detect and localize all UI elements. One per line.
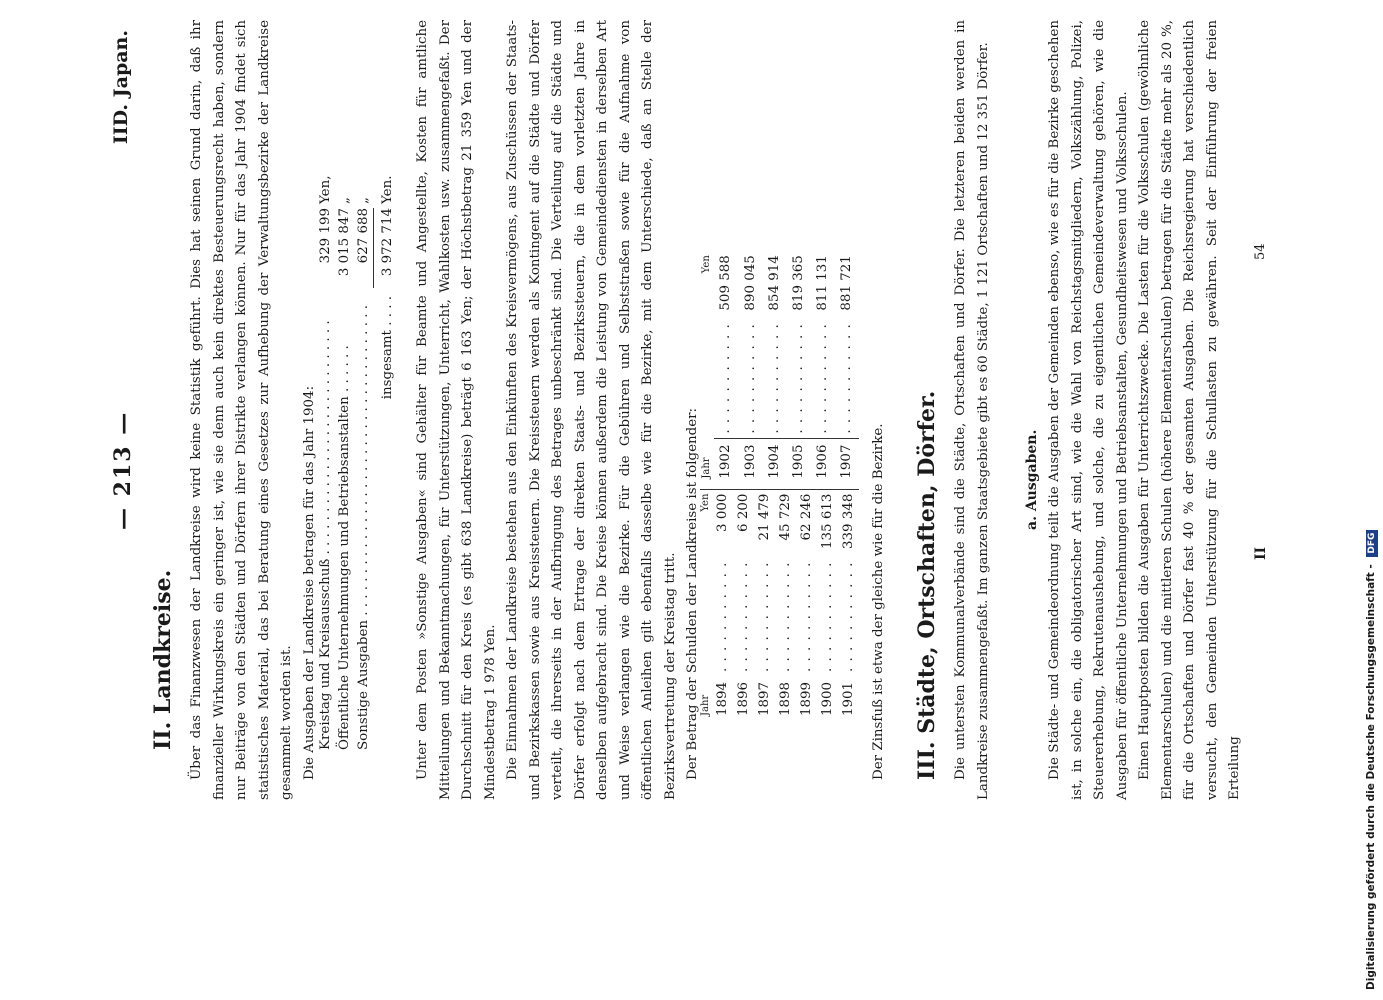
debt-row: 1904 . . . . . . . . . . . 854 914 [762,251,786,482]
paragraph-text: Unter dem Posten »Sonstige Ausgaben« sind Gehälter für Beamte und Angestellte, Kosten für amtliche Mitteilungen und Bekanntmachungen, für Unterstützungen, Unterricht, Wahlkosten usw. zusammengefaßt. Der Durchschnitt für den Kreis (es gibt 638 Landkreise) beträgt 6 163 Yen; der Höchstbetrag 21 359 Yen und der Mindestbetrag 1 978 Yen. [415,20,498,800]
debt-row: 1898 . . . . . . . . . . . 45 729 [775,489,796,720]
expense-total-row: insgesamt . . . . 3 972 714 Yen. [380,175,395,400]
debt-row: 1894 . . . . . . . . . . . 3 000 [712,489,733,720]
dfg-logo: DFG [1366,530,1378,557]
paragraph-text: Die Einnahmen der Landkreise bestehen aus den Einkünften des Kreisvermögens, aus Zuschüssen der Staats- und Bezirkskassen sowie aus Kreissteuern. Die Kreissteuern werden als Kontingent auf die Städte und Dörfer verteilt, die ihrerseits in der Aufbringung des Betrages unbeschränkt sind. Die Verteilung auf die Städte und Dörfer erfolgt nach dem Ertrage der direkten Staats- und Bezirkssteuern, die in dem vorletzten Jahre in denselben aufgebracht sind. Die Kreise können außerdem die Leistung von Gemeindediensten in derselben Art und Weise verlangen wie die Bezirke. Für die Gebühren und Selbststraßen sowie für die Aufnahme von öffentlichen Anleihen gilt ebenfalls dasselbe wie für die Bezirke, mit dem Unterschiede, daß an Stelle der Bezirksvertretung der Kreistag tritt. [505,20,678,800]
expense-row: Öffentliche Unternehmungen und Betriebsanstalten . . . . . . 3 015 847 „ [337,197,352,750]
debt-intro: Der Betrag der Schulden der Landkreise ist folgender: [685,407,700,780]
debt-row: 1900 . . . . . . . . . . . 135 613 [817,489,838,720]
section-2-title: II. Landkreise. [150,569,176,750]
section-3-paragraph-2: Die Städte- und Gemeindeordnung teilt die Ausgaben der Gemeinden ebenso, wie es für die Bezirke geschehen ist, in solche ein, die obligatorischer Art sind, wie die Wahl von Reichstagsmitgliedern, Volkszählung, Polizei, Steuererhebung, Rekrutenaushebung, und solche, die zu eigentlichen Gemeindeverwaltung gehören, wie die Ausgaben für öffentliche Unternehmungen und Betriebsanstalten, Gesundheitswesen und Volksschulen. Einen Hauptposten bilden die Ausgaben für Unterrichtszwecke. Die Lasten für die Volksschulen (gewöhnliche Elementarschulen) und die mittleren Schulen (höhere Elementarschulen) betragen für die Städte mehr als 20 %, für die Ortschaften und Dörfer fast 40 % der gesamten Ausgaben. Die Reichsregierung hat verschiedentlich versucht, den Gemeinden Unterstützung für die Schullasten zu gewähren. Seit der Einführung der freien Erteilung [1047,20,1242,800]
paragraph-text: Über das Finanzwesen der Landkreise wird keine Statistik geführt. Dies hat seinen Grund darin, daß ihr finanzieller Wirkungskreis ein geringer ist, wie sie denn auch kein direktes Besteuerungsrecht haben, sondern nur Beiträge von den Städten und Dörfern ihrer Distrikte verlangen können. Nur für das Jahr 1904 findet sich statistisches Material, das bei Beratung eines Gesetzes zur Aufhebung der Verwaltungsbezirke der Landkreise gesammelt worden ist. [189,20,294,800]
debt-row: 1901 . . . . . . . . . . . 339 348 [838,489,859,720]
running-title: IID. Japan. [110,30,132,145]
interest-note: Der Zinsfuß ist etwa der gleiche wie für die Bezirke. [871,423,886,780]
debt-table-left: Jahr Yen 1894 . . . . . . . . . . . 3 000 1896 . . . . . . . . . . . 6 200 1897 . . . . . . . . . . . 21 479 1898 . . . . . . . . . . . 45 729 1899 . . . . . . . . . . . 62 246 1900 . . . . . . . . . . . 135 613 1901 . . . . . . . . . . . 339 348 [700,489,859,720]
debt-row: 1906 . . . . . . . . . . . 811 131 [811,251,835,482]
debt-row: 1907 . . . . . . . . . . . 881 721 [835,251,859,482]
expenses-list [316,170,397,750]
sheet-number: 54 [1253,243,1268,260]
expense-row: Kreistag und Kreisausschuß . . . . . . . . . . . . . . . . . . . . . . . . . . . . 329 199 Yen, [318,175,333,750]
debt-table [700,251,859,720]
section-3-paragraph-1: Die untersten Kommunalverbände sind die Städte, Ortschaften und Dörfer. Die letzteren beiden werden in Landkreise zusammengefaßt. Im ganzen Staatsgebiete gibt es 60 Städte, 1 121 Ortschaften und 12 351 Dörfer. [953,20,991,800]
signature-mark: II [1253,546,1269,560]
debt-row: 1899 . . . . . . . . . . . 62 246 [796,489,817,720]
subsection-title: a. Ausgaben. [1024,429,1040,530]
section-2-paragraph-2 [412,20,705,800]
section-3-title: III. Städte, Ortschaften, Dörfer. [914,390,940,780]
digitization-note: Digitalisierung gefördert durch die Deutsche Forschungsgemeinschaft - DFG [1365,0,1378,990]
debt-row: 1903 . . . . . . . . . . . 890 045 [738,251,762,482]
debt-table-right: Jahr Yen 1902 . . . . . . . . . . . 509 588 1903 . . . . . . . . . . . 890 045 1904 . . . . . . . . . . . 854 914 1905 . . . . . . . . . . . 819 365 1906 . . . . . . . . . . . 811 131 1907 . . . . . . . . . . . 881 721 [700,251,859,483]
page-number: — 213 — [110,410,136,530]
expenses-intro: Die Ausgaben der Landkreise betragen für das Jahr 1904: [301,385,317,780]
debt-row: 1897 . . . . . . . . . . . 21 479 [754,489,775,720]
debt-row: 1896 . . . . . . . . . . . 6 200 [733,489,754,720]
debt-row: 1905 . . . . . . . . . . . 819 365 [786,251,810,482]
section-2-paragraph-1 [186,20,321,800]
expense-row: Sonstige Ausgaben . . . . . . . . . . . . . . . . . . . . . . . . . . . . . . . . . . . . . 627 688 „ [354,170,374,750]
debt-row: 1902 . . . . . . . . . . . 509 588 [714,251,738,482]
